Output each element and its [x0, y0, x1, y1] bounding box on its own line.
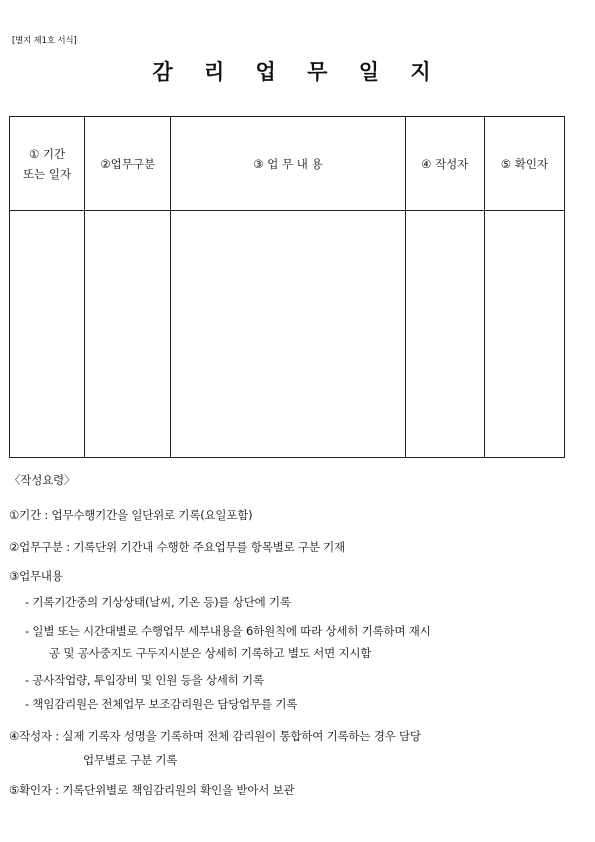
guideline-author: ④작성자 : 실제 기록자 성명을 기록하며 전체 감리원이 통합하여 기록하는 경우 담당: [9, 729, 421, 743]
cell-work-content[interactable]: [171, 211, 405, 458]
header-author: ④ 작성자: [405, 117, 484, 211]
guideline-content-daily-cont: 공 및 공사중지도 구두지시분은 상세히 기록하고 별도 서면 지시함: [49, 646, 372, 660]
header-period-line2: 또는 일자: [23, 166, 72, 181]
table-body-row: [10, 211, 565, 458]
guideline-category: ②업무구분 : 기록단위 기간내 수행한 주요업무를 항목별로 구분 기재: [9, 540, 345, 554]
cell-author[interactable]: [405, 211, 484, 458]
table-header-row: [10, 117, 565, 211]
guideline-content-heading: ③업무내용: [9, 569, 63, 583]
guideline-author-cont: 업무별로 구분 기록: [83, 753, 178, 767]
guideline-period: ①기간 : 업무수행기간을 일단위로 기록(요일포함): [9, 508, 253, 522]
guideline-content-supervisors: - 책임감리원은 전체업무 보조감리원은 담당업무를 기록: [25, 697, 298, 711]
cell-period-date[interactable]: [10, 211, 85, 458]
guideline-content-workload: - 공사작업량, 투입장비 및 인원 등을 상세히 기록: [25, 673, 264, 687]
guidelines-heading: 〈작성요령〉: [9, 473, 76, 487]
cell-work-category[interactable]: [85, 211, 171, 458]
cell-confirmer[interactable]: [484, 211, 564, 458]
form-number-label: [별지 제1호 서식]: [12, 36, 77, 46]
header-work-content: ③ 업 무 내 용: [171, 117, 405, 211]
guideline-content-daily: - 일별 또는 시간대별로 수행업무 세부내용을 6하원칙에 따라 상세히 기록하며 재시: [25, 624, 431, 638]
page-title: 감 리 업 무 일 지: [152, 59, 443, 84]
guideline-content-weather: - 기록기간중의 기상상태(날씨, 기온 등)를 상단에 기록: [25, 595, 291, 609]
header-work-category: ②업무구분: [85, 117, 171, 211]
work-log-table: [9, 116, 565, 458]
guideline-confirmer: ⑤확인자 : 기록단위별로 책임감리원의 확인을 받아서 보관: [9, 783, 295, 797]
header-period-line1: ① 기간: [28, 146, 66, 161]
header-period-date: [10, 117, 85, 211]
header-confirmer: ⑤ 확인자: [484, 117, 564, 211]
